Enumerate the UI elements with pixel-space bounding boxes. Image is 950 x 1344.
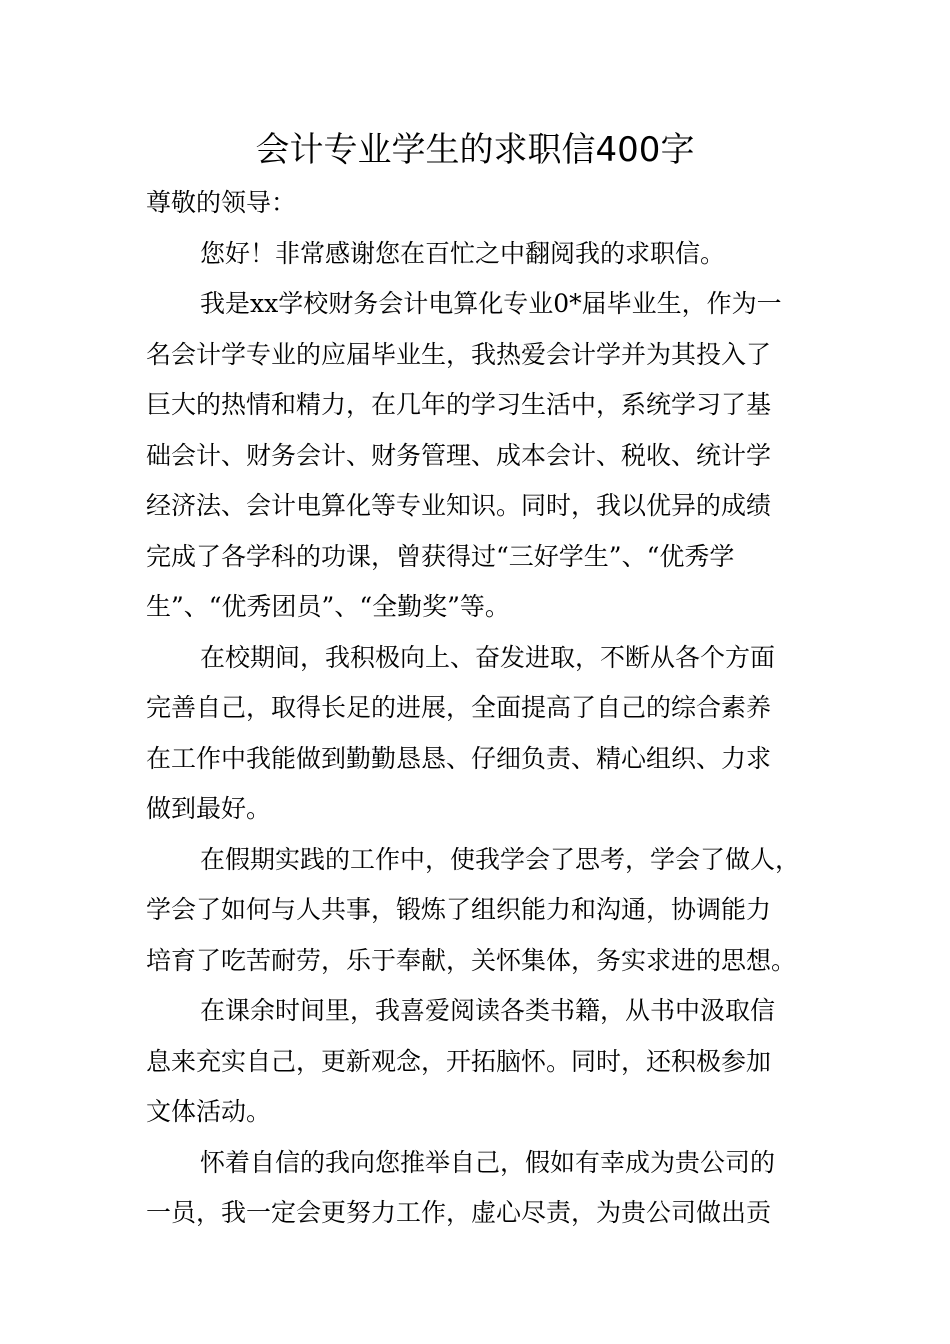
greeting-line: 您好！非常感谢您在百忙之中翻阅我的求职信。 (200, 238, 726, 268)
body-line: 息来充实自己，更新观念，开拓脑怀。同时，还积极参加 (146, 1046, 772, 1076)
body-line: 经济法、会计电算化等专业知识。同时，我以优异的成绩 (146, 491, 772, 520)
body-line: 础会计、财务会计、财务管理、成本会计、税收、统计学 (146, 440, 772, 470)
body-line: 完善自己，取得长足的进展，全面提高了自己的综合素养 (146, 693, 772, 722)
salutation: 尊敬的领导： (146, 188, 297, 217)
body-line: 一员，我一定会更努力工作，虚心尽责，为贵公司做出贡 (146, 1198, 772, 1227)
body-line: 完成了各学科的功课，曾获得过“三好学生”、“优秀学 (146, 541, 735, 571)
body-line: 培育了吃苦耐劳，乐于奉献，关怀集体，务实求进的思想。 (146, 945, 797, 975)
body-line: 在课余时间里，我喜爱阅读各类书籍，从书中汲取信 (200, 996, 776, 1025)
body-line: 名会计学专业的应届毕业生，我热爱会计学并为其投入了 (146, 339, 772, 369)
body-line: 在假期实践的工作中，使我学会了思考，学会了做人， (200, 844, 801, 874)
document-title: 会计专业学生的求职信400字 (255, 130, 695, 170)
body-line: 我是xx学校财务会计电算化专业0*届毕业生，作为一 (200, 289, 782, 318)
body-line: 在工作中我能做到勤勤恳恳、仔细负责、精心组织、力求 (146, 743, 772, 773)
body-line: 在校期间，我积极向上、奋发进取，不断从各个方面 (200, 642, 776, 672)
body-line: 怀着自信的我向您推举自己，假如有幸成为贵公司的 (200, 1147, 776, 1177)
letter-body (146, 178, 822, 1239)
body-line: 文体活动。 (146, 1097, 272, 1126)
body-line: 巨大的热情和精力，在几年的学习生活中，系统学习了基 (146, 390, 772, 419)
body-line: 学会了如何与人共事，锻炼了组织能力和沟通，协调能力 (146, 895, 772, 924)
body-line: 生”、“优秀团员”、“全勤奖”等。 (146, 592, 510, 621)
body-line: 做到最好。 (146, 794, 272, 823)
